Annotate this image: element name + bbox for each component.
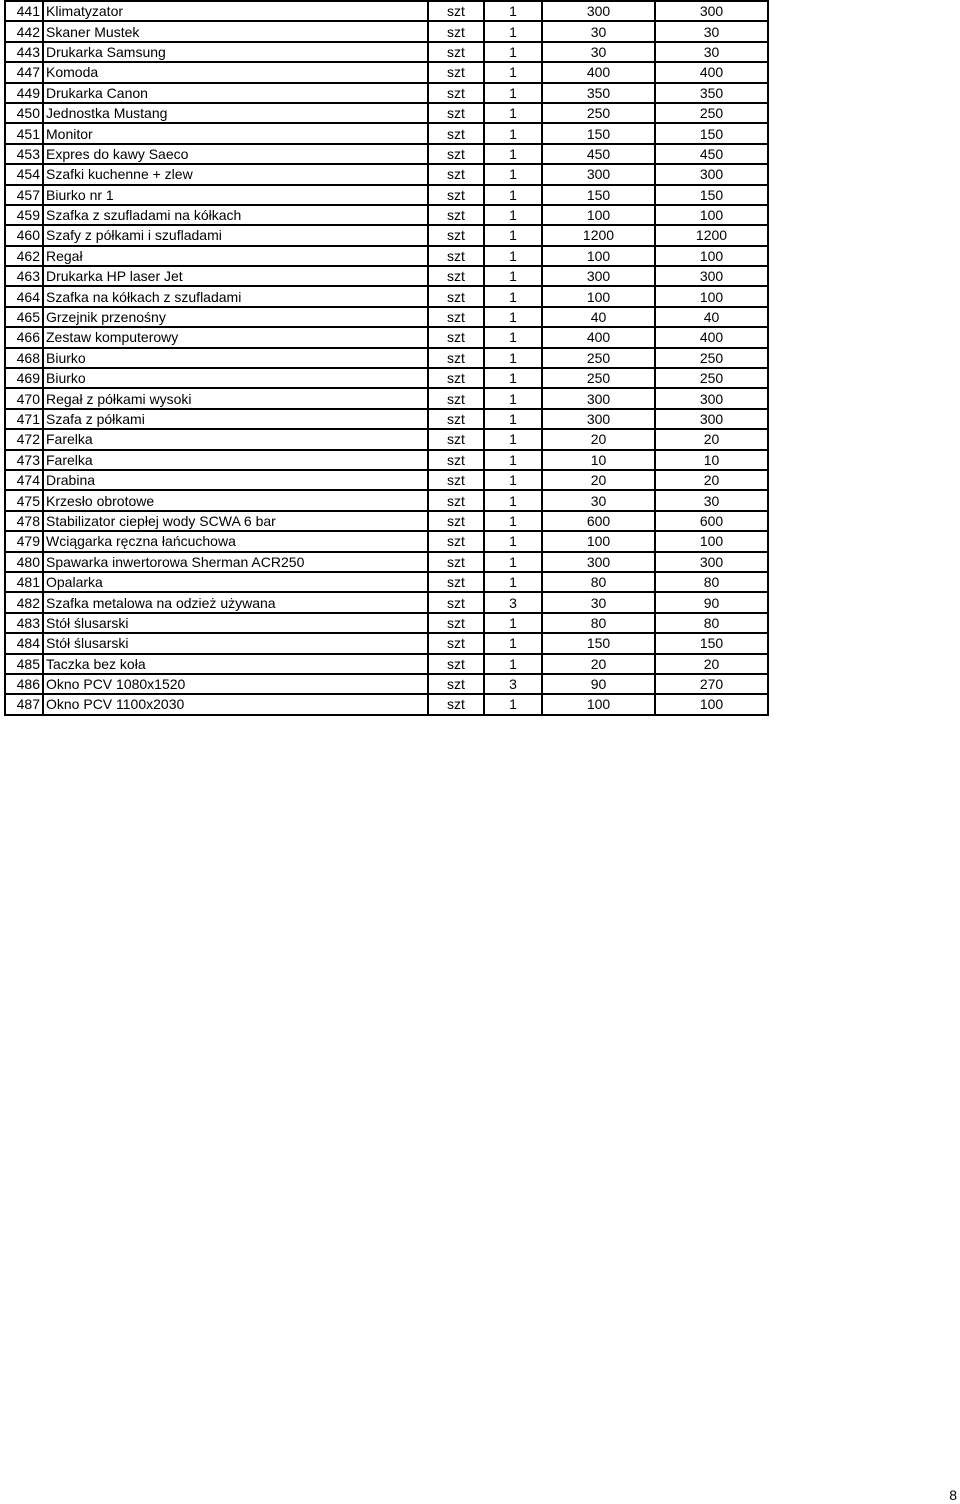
item-number: 463 — [5, 266, 43, 286]
table-row — [5, 21, 768, 41]
item-unit-price: 300 — [542, 388, 655, 408]
item-total-value: 250 — [655, 368, 768, 388]
item-unit-price: 30 — [542, 42, 655, 62]
item-name: Regał — [43, 246, 428, 266]
item-unit-price: 300 — [542, 552, 655, 572]
item-unit-price: 20 — [542, 470, 655, 490]
item-quantity: 1 — [484, 633, 542, 653]
table-row — [5, 531, 768, 551]
item-number: 483 — [5, 613, 43, 633]
item-number: 460 — [5, 225, 43, 245]
item-unit: szt — [428, 286, 484, 306]
table-row — [5, 450, 768, 470]
table-row — [5, 164, 768, 184]
item-name: Farelka — [43, 450, 428, 470]
item-unit: szt — [428, 83, 484, 103]
item-quantity: 1 — [484, 327, 542, 347]
item-total-value: 150 — [655, 123, 768, 143]
item-name: Jednostka Mustang — [43, 103, 428, 123]
item-number: 449 — [5, 83, 43, 103]
item-quantity: 1 — [484, 490, 542, 510]
item-name: Drabina — [43, 470, 428, 490]
item-unit: szt — [428, 368, 484, 388]
item-unit: szt — [428, 388, 484, 408]
item-unit-price: 150 — [542, 633, 655, 653]
item-quantity: 1 — [484, 21, 542, 41]
item-total-value: 300 — [655, 388, 768, 408]
item-unit: szt — [428, 21, 484, 41]
item-unit: szt — [428, 490, 484, 510]
item-unit: szt — [428, 246, 484, 266]
item-quantity: 1 — [484, 572, 542, 592]
item-number: 474 — [5, 470, 43, 490]
item-unit: szt — [428, 62, 484, 82]
item-number: 457 — [5, 185, 43, 205]
item-number: 473 — [5, 450, 43, 470]
item-name: Stół ślusarski — [43, 633, 428, 653]
item-quantity: 1 — [484, 185, 542, 205]
item-number: 441 — [5, 1, 43, 21]
item-total-value: 80 — [655, 572, 768, 592]
item-unit-price: 150 — [542, 123, 655, 143]
item-name: Monitor — [43, 123, 428, 143]
item-total-value: 300 — [655, 164, 768, 184]
table-row — [5, 613, 768, 633]
item-unit-price: 250 — [542, 348, 655, 368]
item-number: 479 — [5, 531, 43, 551]
item-name: Drukarka HP laser Jet — [43, 266, 428, 286]
item-quantity: 1 — [484, 83, 542, 103]
item-name: Komoda — [43, 62, 428, 82]
item-quantity: 1 — [484, 205, 542, 225]
item-number: 478 — [5, 511, 43, 531]
item-quantity: 3 — [484, 592, 542, 612]
item-total-value: 100 — [655, 694, 768, 714]
item-quantity: 1 — [484, 654, 542, 674]
item-number: 487 — [5, 694, 43, 714]
item-quantity: 1 — [484, 409, 542, 429]
item-number: 442 — [5, 21, 43, 41]
table-row — [5, 266, 768, 286]
item-number: 466 — [5, 327, 43, 347]
item-number: 482 — [5, 592, 43, 612]
table-row — [5, 327, 768, 347]
item-total-value: 450 — [655, 144, 768, 164]
item-unit-price: 300 — [542, 266, 655, 286]
item-name: Biurko — [43, 368, 428, 388]
item-name: Regał z półkami wysoki — [43, 388, 428, 408]
item-name: Biurko — [43, 348, 428, 368]
item-quantity: 1 — [484, 1, 542, 21]
item-name: Klimatyzator — [43, 1, 428, 21]
item-number: 472 — [5, 429, 43, 449]
item-unit-price: 80 — [542, 613, 655, 633]
table-row — [5, 205, 768, 225]
item-unit-price: 100 — [542, 694, 655, 714]
item-unit: szt — [428, 450, 484, 470]
item-unit: szt — [428, 1, 484, 21]
item-unit-price: 80 — [542, 572, 655, 592]
item-quantity: 3 — [484, 674, 542, 694]
item-total-value: 100 — [655, 246, 768, 266]
item-quantity: 1 — [484, 613, 542, 633]
table-row — [5, 694, 768, 714]
item-unit: szt — [428, 266, 484, 286]
item-name: Skaner Mustek — [43, 21, 428, 41]
item-name: Szafa z półkami — [43, 409, 428, 429]
item-quantity: 1 — [484, 144, 542, 164]
item-unit-price: 90 — [542, 674, 655, 694]
item-quantity: 1 — [484, 388, 542, 408]
table-row — [5, 592, 768, 612]
item-unit: szt — [428, 348, 484, 368]
table-row — [5, 286, 768, 306]
item-name: Farelka — [43, 429, 428, 449]
item-name: Szafy z półkami i szufladami — [43, 225, 428, 245]
item-name: Spawarka inwertorowa Sherman ACR250 — [43, 552, 428, 572]
item-unit: szt — [428, 327, 484, 347]
item-unit: szt — [428, 613, 484, 633]
item-unit-price: 30 — [542, 490, 655, 510]
item-unit: szt — [428, 511, 484, 531]
item-unit: szt — [428, 123, 484, 143]
item-name: Grzejnik przenośny — [43, 307, 428, 327]
item-unit: szt — [428, 592, 484, 612]
item-total-value: 20 — [655, 654, 768, 674]
item-name: Szafka metalowa na odzież używana — [43, 592, 428, 612]
item-unit: szt — [428, 42, 484, 62]
item-unit-price: 350 — [542, 83, 655, 103]
item-total-value: 100 — [655, 286, 768, 306]
item-unit-price: 10 — [542, 450, 655, 470]
item-unit: szt — [428, 185, 484, 205]
item-quantity: 1 — [484, 103, 542, 123]
item-total-value: 1200 — [655, 225, 768, 245]
item-unit: szt — [428, 572, 484, 592]
item-unit: szt — [428, 531, 484, 551]
table-row — [5, 348, 768, 368]
table-row — [5, 1, 768, 21]
item-name: Drukarka Samsung — [43, 42, 428, 62]
item-total-value: 270 — [655, 674, 768, 694]
table-row — [5, 42, 768, 62]
item-total-value: 300 — [655, 1, 768, 21]
table-row — [5, 633, 768, 653]
item-total-value: 350 — [655, 83, 768, 103]
item-unit-price: 100 — [542, 531, 655, 551]
item-name: Opalarka — [43, 572, 428, 592]
item-total-value: 300 — [655, 552, 768, 572]
table-row — [5, 409, 768, 429]
item-unit-price: 250 — [542, 103, 655, 123]
table-row — [5, 368, 768, 388]
item-quantity: 1 — [484, 511, 542, 531]
item-number: 484 — [5, 633, 43, 653]
item-unit: szt — [428, 694, 484, 714]
table-row — [5, 225, 768, 245]
item-unit-price: 100 — [542, 246, 655, 266]
item-unit: szt — [428, 654, 484, 674]
item-unit-price: 30 — [542, 592, 655, 612]
item-name: Szafka z szufladami na kółkach — [43, 205, 428, 225]
item-unit: szt — [428, 552, 484, 572]
item-unit: szt — [428, 429, 484, 449]
table-row — [5, 246, 768, 266]
item-number: 480 — [5, 552, 43, 572]
item-name: Taczka bez koła — [43, 654, 428, 674]
item-name: Szafki kuchenne + zlew — [43, 164, 428, 184]
item-unit-price: 100 — [542, 286, 655, 306]
item-unit-price: 450 — [542, 144, 655, 164]
item-unit: szt — [428, 633, 484, 653]
item-total-value: 80 — [655, 613, 768, 633]
item-unit: szt — [428, 144, 484, 164]
table-row — [5, 123, 768, 143]
item-number: 481 — [5, 572, 43, 592]
item-unit-price: 400 — [542, 327, 655, 347]
table-row — [5, 674, 768, 694]
item-name: Expres do kawy Saeco — [43, 144, 428, 164]
item-quantity: 1 — [484, 531, 542, 551]
item-number: 470 — [5, 388, 43, 408]
item-number: 447 — [5, 62, 43, 82]
item-number: 454 — [5, 164, 43, 184]
item-quantity: 1 — [484, 286, 542, 306]
table-row — [5, 307, 768, 327]
item-unit-price: 150 — [542, 185, 655, 205]
item-number: 469 — [5, 368, 43, 388]
item-unit-price: 20 — [542, 654, 655, 674]
item-unit: szt — [428, 205, 484, 225]
item-name: Okno PCV 1080x1520 — [43, 674, 428, 694]
item-number: 450 — [5, 103, 43, 123]
item-quantity: 1 — [484, 368, 542, 388]
item-total-value: 600 — [655, 511, 768, 531]
item-number: 486 — [5, 674, 43, 694]
item-name: Stół ślusarski — [43, 613, 428, 633]
item-total-value: 400 — [655, 62, 768, 82]
item-quantity: 1 — [484, 164, 542, 184]
item-number: 451 — [5, 123, 43, 143]
item-unit-price: 300 — [542, 409, 655, 429]
table-row — [5, 62, 768, 82]
item-number: 471 — [5, 409, 43, 429]
item-name: Szafka na kółkach z szufladami — [43, 286, 428, 306]
table-row — [5, 429, 768, 449]
item-quantity: 1 — [484, 246, 542, 266]
table-row — [5, 490, 768, 510]
item-number: 459 — [5, 205, 43, 225]
item-unit-price: 100 — [542, 205, 655, 225]
page-number: 8 — [949, 1487, 957, 1503]
item-total-value: 300 — [655, 266, 768, 286]
item-quantity: 1 — [484, 266, 542, 286]
item-unit-price: 300 — [542, 164, 655, 184]
table-row — [5, 185, 768, 205]
item-quantity: 1 — [484, 42, 542, 62]
table-row — [5, 83, 768, 103]
item-quantity: 1 — [484, 694, 542, 714]
item-quantity: 1 — [484, 307, 542, 327]
item-number: 468 — [5, 348, 43, 368]
item-name: Okno PCV 1100x2030 — [43, 694, 428, 714]
item-quantity: 1 — [484, 225, 542, 245]
item-number: 485 — [5, 654, 43, 674]
item-unit: szt — [428, 674, 484, 694]
item-unit-price: 250 — [542, 368, 655, 388]
item-total-value: 90 — [655, 592, 768, 612]
table-row — [5, 388, 768, 408]
inventory-table — [4, 0, 769, 716]
table-row — [5, 511, 768, 531]
item-unit-price: 600 — [542, 511, 655, 531]
item-total-value: 10 — [655, 450, 768, 470]
item-unit: szt — [428, 103, 484, 123]
item-quantity: 1 — [484, 62, 542, 82]
item-quantity: 1 — [484, 348, 542, 368]
item-unit: szt — [428, 225, 484, 245]
item-unit-price: 40 — [542, 307, 655, 327]
item-total-value: 30 — [655, 21, 768, 41]
item-number: 462 — [5, 246, 43, 266]
item-name: Biurko nr 1 — [43, 185, 428, 205]
table-row — [5, 103, 768, 123]
item-number: 465 — [5, 307, 43, 327]
item-quantity: 1 — [484, 450, 542, 470]
table-row — [5, 470, 768, 490]
item-total-value: 400 — [655, 327, 768, 347]
item-unit: szt — [428, 470, 484, 490]
table-row — [5, 572, 768, 592]
item-name: Zestaw komputerowy — [43, 327, 428, 347]
item-name: Drukarka Canon — [43, 83, 428, 103]
item-unit: szt — [428, 409, 484, 429]
item-quantity: 1 — [484, 123, 542, 143]
item-total-value: 250 — [655, 348, 768, 368]
item-unit-price: 400 — [542, 62, 655, 82]
item-total-value: 250 — [655, 103, 768, 123]
item-total-value: 20 — [655, 470, 768, 490]
item-total-value: 30 — [655, 490, 768, 510]
item-unit-price: 20 — [542, 429, 655, 449]
item-total-value: 20 — [655, 429, 768, 449]
item-unit-price: 30 — [542, 21, 655, 41]
item-unit-price: 1200 — [542, 225, 655, 245]
item-number: 475 — [5, 490, 43, 510]
item-quantity: 1 — [484, 429, 542, 449]
item-total-value: 100 — [655, 205, 768, 225]
item-number: 464 — [5, 286, 43, 306]
inventory-body — [5, 1, 768, 715]
item-total-value: 300 — [655, 409, 768, 429]
table-row — [5, 654, 768, 674]
item-quantity: 1 — [484, 552, 542, 572]
item-unit-price: 300 — [542, 1, 655, 21]
item-number: 453 — [5, 144, 43, 164]
item-total-value: 150 — [655, 185, 768, 205]
item-name: Krzesło obrotowe — [43, 490, 428, 510]
table-row — [5, 552, 768, 572]
item-unit: szt — [428, 164, 484, 184]
item-name: Wciągarka ręczna łańcuchowa — [43, 531, 428, 551]
item-number: 443 — [5, 42, 43, 62]
item-total-value: 100 — [655, 531, 768, 551]
item-total-value: 150 — [655, 633, 768, 653]
item-unit: szt — [428, 307, 484, 327]
item-name: Stabilizator ciepłej wody SCWA 6 bar — [43, 511, 428, 531]
item-quantity: 1 — [484, 470, 542, 490]
item-total-value: 30 — [655, 42, 768, 62]
table-row — [5, 144, 768, 164]
item-total-value: 40 — [655, 307, 768, 327]
